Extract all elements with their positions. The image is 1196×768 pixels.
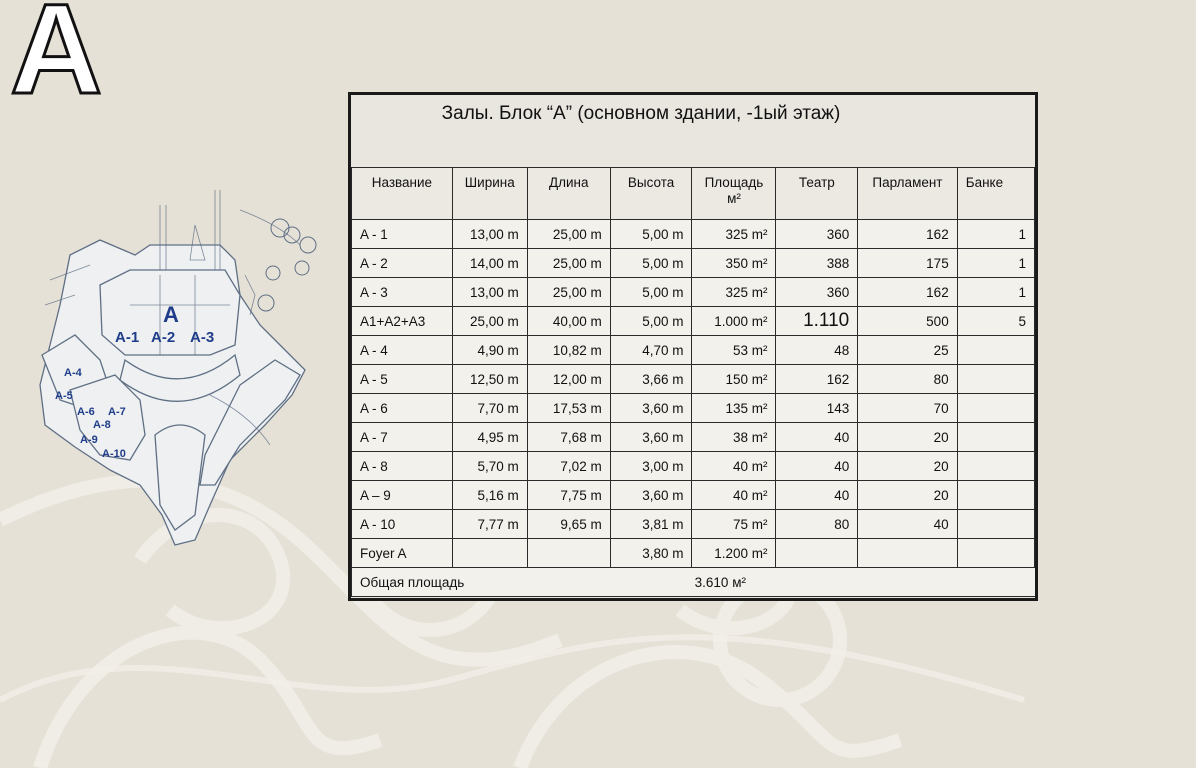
table-cell: 143 — [776, 394, 858, 423]
table-cell: 1.110 — [776, 307, 858, 336]
table-cell: 7,02 m — [527, 452, 610, 481]
table-row — [352, 481, 1035, 510]
table-cell — [858, 539, 957, 568]
plan-label-main: A — [163, 302, 179, 327]
table-cell: 40 — [858, 510, 957, 539]
plan-label-a6: A-6 — [77, 406, 95, 418]
table-cell: 20 — [858, 452, 957, 481]
table-cell: 325 m² — [692, 220, 776, 249]
table-row — [352, 278, 1035, 307]
header-length: Длина — [527, 168, 610, 220]
table-row — [352, 539, 1035, 568]
table-cell: 14,00 m — [452, 249, 527, 278]
table-cell: 150 m² — [692, 365, 776, 394]
table-cell: 70 — [858, 394, 957, 423]
table-header-row — [352, 168, 1035, 220]
table-row — [352, 307, 1035, 336]
hall-name-cell: A - 7 — [352, 423, 453, 452]
total-value: 3.610 м² — [610, 568, 776, 597]
table-cell: 40 — [776, 481, 858, 510]
table-cell: 5 — [957, 307, 1034, 336]
hall-name-cell: A - 3 — [352, 278, 453, 307]
table-row — [352, 365, 1035, 394]
table-cell: 7,70 m — [452, 394, 527, 423]
table-cell: 162 — [858, 278, 957, 307]
header-height: Высота — [610, 168, 692, 220]
hall-name-cell: A - 10 — [352, 510, 453, 539]
table-cell: 5,70 m — [452, 452, 527, 481]
hall-name-cell: A - 2 — [352, 249, 453, 278]
plan-label-a4: A-4 — [64, 367, 82, 379]
table-cell: 1.000 m² — [692, 307, 776, 336]
header-width: Ширина — [452, 168, 527, 220]
table-cell: 5,00 m — [610, 220, 692, 249]
plan-label-a3: A-3 — [190, 329, 215, 346]
table-cell: 135 m² — [692, 394, 776, 423]
table-cell: 162 — [858, 220, 957, 249]
table-cell: 7,68 m — [527, 423, 610, 452]
table-cell: 360 — [776, 278, 858, 307]
table-row — [352, 423, 1035, 452]
table-cell: 25,00 m — [527, 249, 610, 278]
plan-label-a7: A-7 — [108, 406, 126, 418]
table-cell: 388 — [776, 249, 858, 278]
table-cell: 40 m² — [692, 481, 776, 510]
table-cell: 25 — [858, 336, 957, 365]
table-row — [352, 336, 1035, 365]
table-title: Залы. Блок “A” (основном здании, -1ый этаж) — [441, 103, 841, 124]
table-cell: 1 — [957, 249, 1034, 278]
table-cell: 17,53 m — [527, 394, 610, 423]
table-cell: 1 — [957, 278, 1034, 307]
table-cell: 40 — [776, 452, 858, 481]
table-cell: 7,77 m — [452, 510, 527, 539]
plan-label-a2: A-2 — [151, 329, 176, 346]
table-cell: 48 — [776, 336, 858, 365]
table-cell: 3,60 m — [610, 394, 692, 423]
table-cell: 5,16 m — [452, 481, 527, 510]
table-cell — [957, 423, 1034, 452]
total-row — [352, 568, 1035, 597]
table-cell — [527, 539, 610, 568]
table-cell: 1.200 m² — [692, 539, 776, 568]
table-cell: 3,80 m — [610, 539, 692, 568]
table-cell: 13,00 m — [452, 278, 527, 307]
table-cell: 40,00 m — [527, 307, 610, 336]
block-letter: A — [10, 0, 103, 121]
table-cell: 13,00 m — [452, 220, 527, 249]
header-banquet: Банке — [957, 168, 1034, 220]
hall-name-cell: A1+A2+A3 — [352, 307, 453, 336]
table-cell: 20 — [858, 481, 957, 510]
table-row — [352, 510, 1035, 539]
table-cell: 5,00 m — [610, 278, 692, 307]
table-cell: 3,81 m — [610, 510, 692, 539]
plan-label-a8: A-8 — [93, 419, 111, 431]
header-name: Название — [352, 168, 453, 220]
table-cell: 40 m² — [692, 452, 776, 481]
table-cell: 162 — [776, 365, 858, 394]
table-cell: 80 — [776, 510, 858, 539]
table-cell: 1 — [957, 220, 1034, 249]
table-cell — [957, 365, 1034, 394]
hall-name-cell: A – 9 — [352, 481, 453, 510]
table-cell — [957, 336, 1034, 365]
table-cell: 10,82 m — [527, 336, 610, 365]
hall-name-cell: A - 4 — [352, 336, 453, 365]
table-cell: 4,90 m — [452, 336, 527, 365]
table-cell: 4,95 m — [452, 423, 527, 452]
halls-table — [351, 167, 1035, 597]
total-filler — [776, 568, 1035, 597]
table-cell — [957, 510, 1034, 539]
plan-label-a5: A-5 — [55, 390, 73, 402]
header-theatre: Театр — [776, 168, 858, 220]
table-cell: 3,60 m — [610, 481, 692, 510]
floor-plan — [30, 185, 330, 555]
table-cell: 9,65 m — [527, 510, 610, 539]
table-cell: 20 — [858, 423, 957, 452]
hall-name-cell: A - 1 — [352, 220, 453, 249]
hall-name-cell: A - 8 — [352, 452, 453, 481]
table-cell: 175 — [858, 249, 957, 278]
table-cell — [452, 539, 527, 568]
table-cell: 38 m² — [692, 423, 776, 452]
table-cell: 3,00 m — [610, 452, 692, 481]
table-cell: 360 — [776, 220, 858, 249]
table-cell — [957, 539, 1034, 568]
table-row — [352, 452, 1035, 481]
hall-name-cell: A - 6 — [352, 394, 453, 423]
plan-label-a10: A-10 — [102, 448, 126, 460]
table-cell: 3,66 m — [610, 365, 692, 394]
table-cell: 25,00 m — [452, 307, 527, 336]
table-cell: 25,00 m — [527, 278, 610, 307]
table-row — [352, 249, 1035, 278]
table-cell: 25,00 m — [527, 220, 610, 249]
header-parliament: Парламент — [858, 168, 957, 220]
table-cell: 80 — [858, 365, 957, 394]
plan-label-a9: A-9 — [80, 434, 98, 446]
table-cell: 325 m² — [692, 278, 776, 307]
plan-label-a1: A-1 — [115, 329, 140, 346]
halls-table-panel — [348, 92, 1038, 601]
table-cell: 40 — [776, 423, 858, 452]
table-cell — [957, 452, 1034, 481]
table-row — [352, 220, 1035, 249]
table-cell: 350 m² — [692, 249, 776, 278]
table-cell: 7,75 m — [527, 481, 610, 510]
table-cell: 12,50 m — [452, 365, 527, 394]
table-row — [352, 394, 1035, 423]
header-area: Площадь м² — [692, 168, 776, 220]
table-cell — [776, 539, 858, 568]
table-cell: 500 — [858, 307, 957, 336]
table-cell — [957, 394, 1034, 423]
hall-name-cell: A - 5 — [352, 365, 453, 394]
table-cell: 53 m² — [692, 336, 776, 365]
table-cell: 5,00 m — [610, 249, 692, 278]
table-cell: 4,70 m — [610, 336, 692, 365]
table-cell: 3,60 m — [610, 423, 692, 452]
table-cell — [957, 481, 1034, 510]
hall-name-cell: Foyer A — [352, 539, 453, 568]
total-label: Общая площадь — [352, 568, 611, 597]
table-cell: 5,00 m — [610, 307, 692, 336]
table-cell: 12,00 m — [527, 365, 610, 394]
table-cell: 75 m² — [692, 510, 776, 539]
